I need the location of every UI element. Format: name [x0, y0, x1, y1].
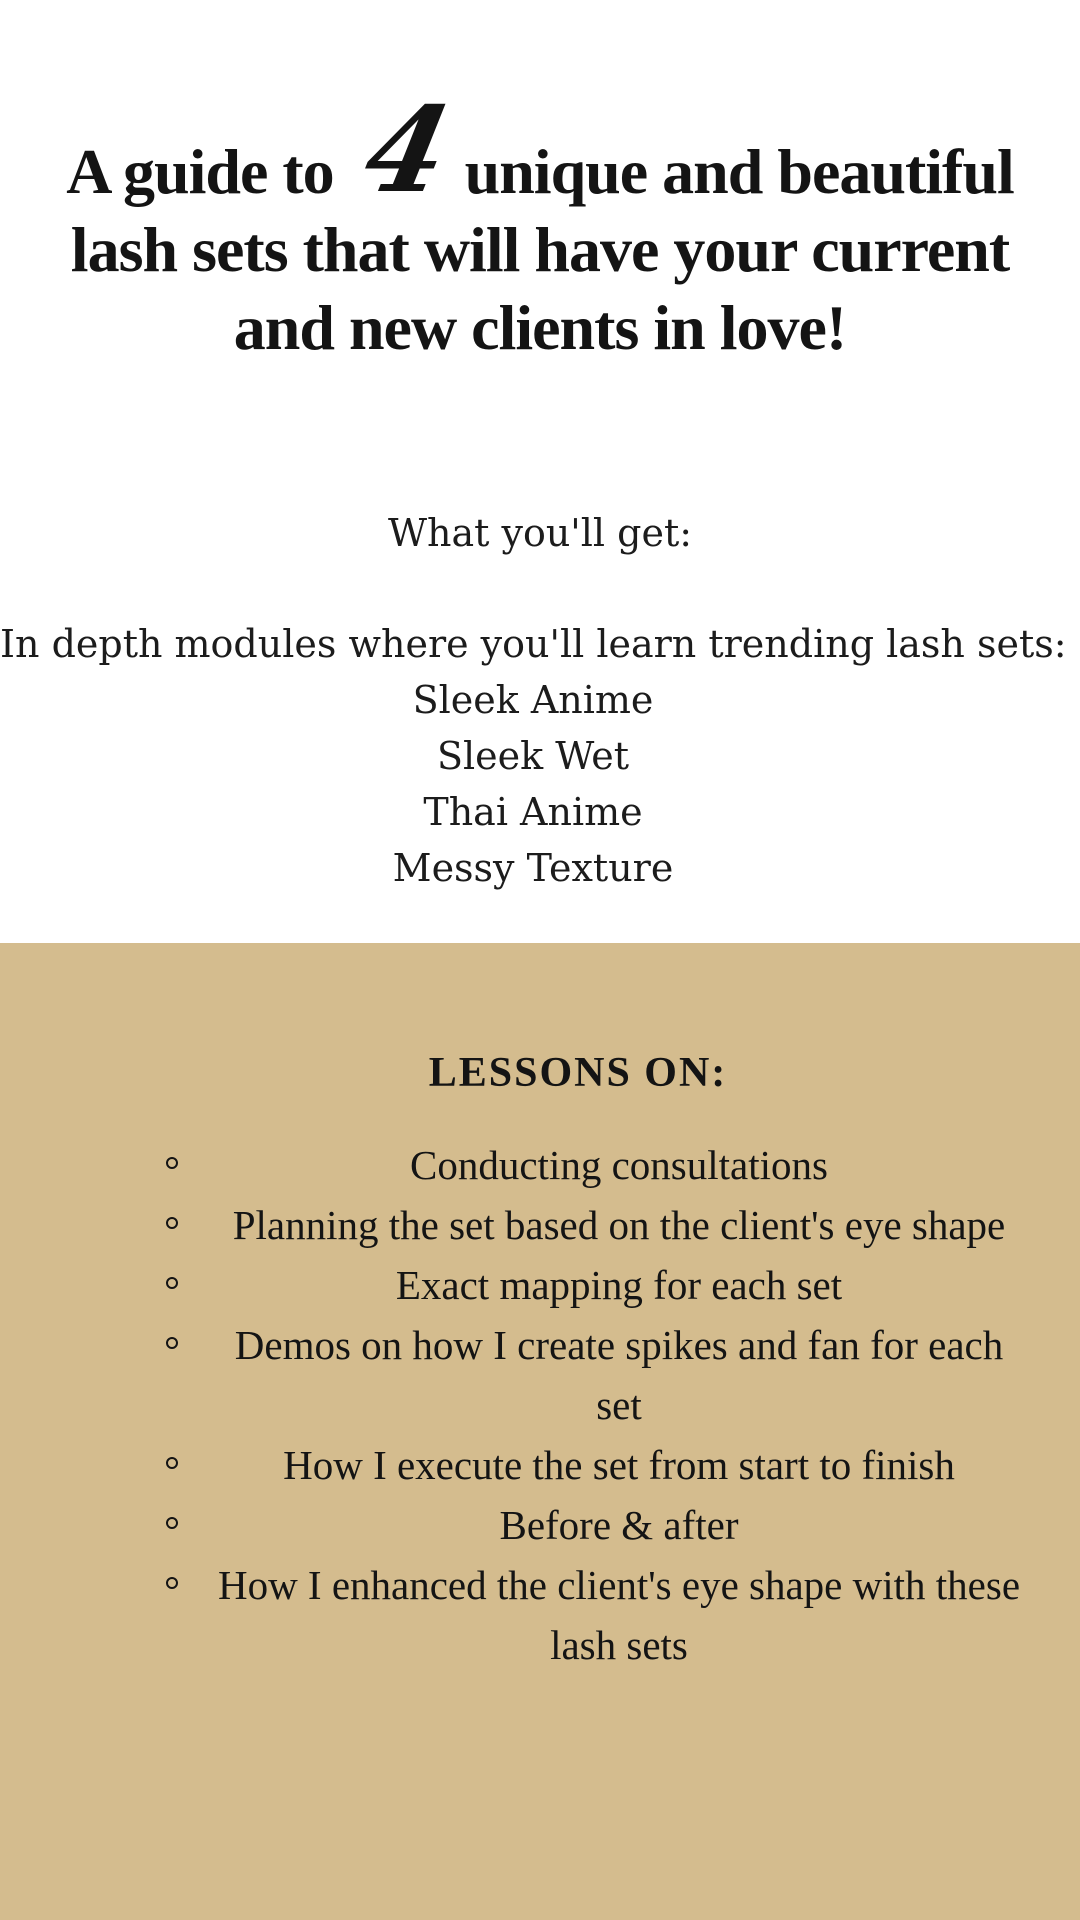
headline — [40, 81, 1040, 367]
lesson-item — [160, 1495, 1030, 1555]
what-youll-get-heading: What you'll get: — [387, 511, 693, 555]
lessons-section — [0, 943, 1080, 1920]
hollow-circle-icon — [166, 1337, 178, 1349]
hero-section — [0, 0, 1080, 943]
hollow-circle-icon — [166, 1157, 178, 1169]
lesson-item — [160, 1255, 1030, 1315]
headline-number: 4 — [353, 81, 460, 220]
lesson-item — [160, 1195, 1030, 1255]
lash-sets-list — [0, 672, 1066, 896]
lash-set-item: Messy Texture — [392, 846, 674, 890]
headline-part-2: unique and beautiful — [464, 135, 1014, 207]
lesson-label: Demos on how I create spikes and fan for each set — [234, 1322, 1004, 1428]
hollow-circle-icon — [166, 1457, 178, 1469]
hollow-circle-icon — [166, 1277, 178, 1289]
lessons-list — [160, 1135, 1030, 1675]
lesson-item — [160, 1435, 1030, 1495]
lesson-item — [160, 1135, 1030, 1195]
lesson-label: Before & after — [499, 1502, 739, 1548]
hollow-circle-icon — [166, 1577, 178, 1589]
headline-line-1 — [40, 81, 1040, 220]
lesson-label: How I enhanced the client's eye shape with these lash sets — [217, 1562, 1021, 1668]
lesson-item — [160, 1555, 1030, 1675]
lesson-label: Exact mapping for each set — [395, 1262, 843, 1308]
headline-line-2: lash sets that will have your current — [70, 213, 1010, 285]
lessons-title: LESSONS ON: — [428, 1049, 728, 1096]
headline-part-1: A guide to — [66, 135, 334, 207]
lesson-label: How I execute the set from start to finish — [283, 1442, 955, 1488]
lesson-label: Planning the set based on the client's eye shape — [232, 1202, 1006, 1248]
lash-set-item: Sleek Wet — [437, 734, 629, 778]
headline-line-3: and new clients in love! — [233, 291, 847, 363]
lesson-item — [160, 1315, 1030, 1435]
hollow-circle-icon — [166, 1517, 178, 1529]
lesson-label: Conducting consultations — [410, 1142, 828, 1188]
modules-intro: In depth modules where you'll learn trending lash sets: — [0, 622, 1067, 666]
lash-set-item: Thai Anime — [423, 790, 643, 834]
lash-set-item: Sleek Anime — [412, 678, 654, 722]
hollow-circle-icon — [166, 1217, 178, 1229]
